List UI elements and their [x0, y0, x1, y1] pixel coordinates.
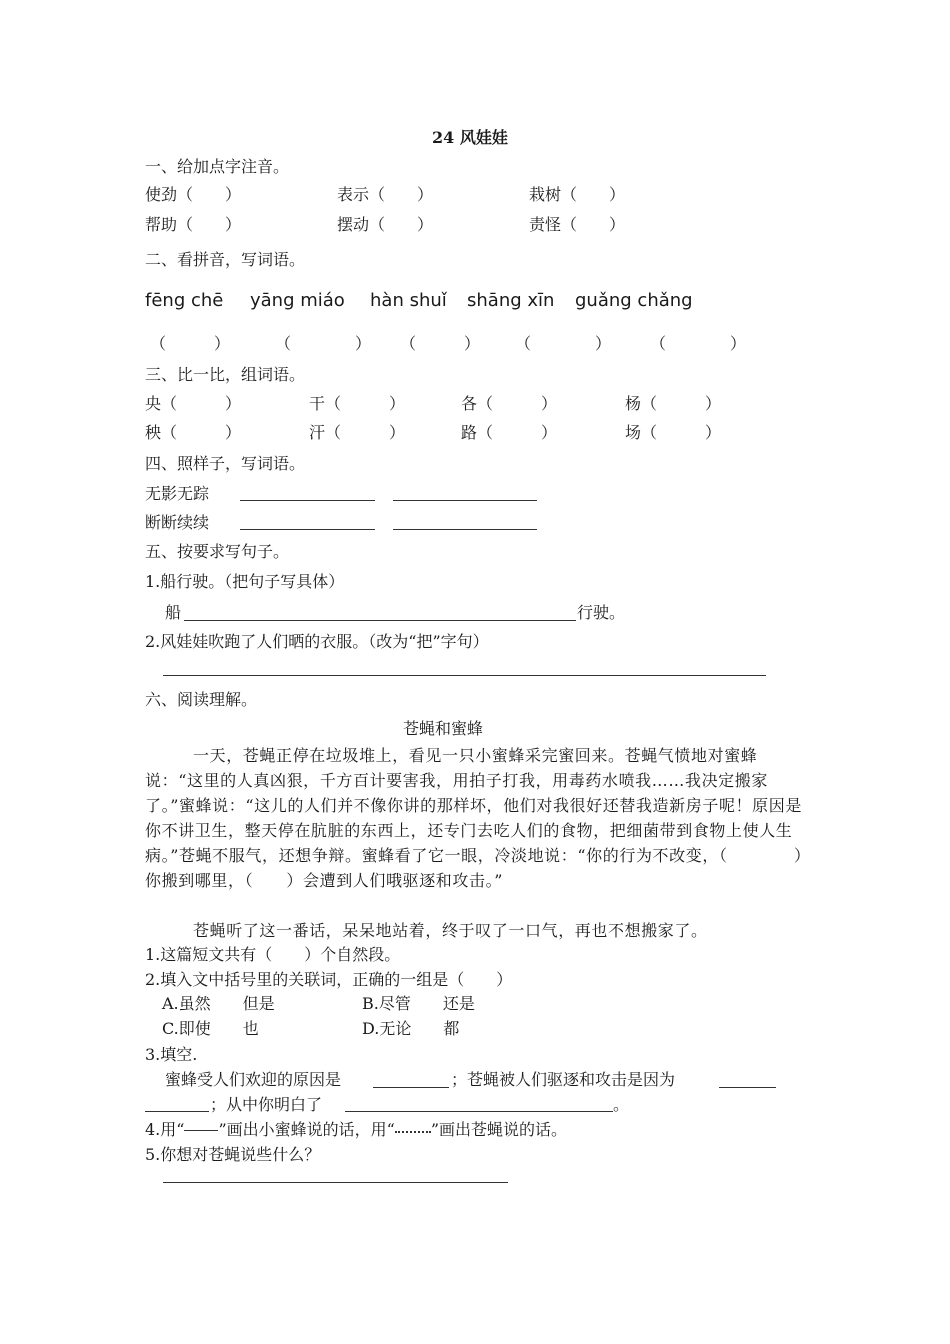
- s5-question-2: 2.风娃娃吹跑了人们晒的衣服。（改为“把”字句）: [145, 632, 489, 651]
- answer-line: [240, 529, 375, 530]
- s1-item: 责怪（ ）: [529, 215, 626, 234]
- s3-item: 干（ ）: [309, 394, 406, 413]
- option-c: C.即使 也: [162, 1019, 259, 1038]
- q3-text-b: ；苍蝇被人们驱逐和攻击是因为: [451, 1070, 676, 1089]
- answer-line: [145, 1111, 209, 1112]
- s1-item: 表示（ ）: [337, 185, 434, 204]
- answer-line: [393, 529, 537, 530]
- pinyin-item: fēng chē: [145, 290, 224, 311]
- option-d: D.无论 都: [362, 1019, 460, 1038]
- answer-line: [393, 500, 537, 501]
- reading-question-3: 3.填空.: [145, 1045, 198, 1064]
- answer-bracket: （ ）: [515, 334, 612, 353]
- s3-item: 秧（ ）: [145, 423, 242, 442]
- pinyin-item: hàn shuǐ: [370, 290, 447, 311]
- q4-text-a: 4.用“: [145, 1120, 185, 1139]
- reading-question-2: 2.填入文中括号里的关联词，正确的一组是（ ）: [145, 970, 513, 989]
- option-a: A.虽然 但是: [162, 994, 275, 1013]
- s1-item: 摆动（ ）: [337, 215, 434, 234]
- section-1-heading: 一、给加点字注音。: [145, 157, 290, 176]
- q4-text-b: ”画出小蜜蜂说的话，用“: [218, 1120, 395, 1139]
- passage-title: 苍蝇和蜜蜂: [403, 719, 484, 738]
- s1-item: 栽树（ ）: [529, 185, 626, 204]
- s5-q1-start: 船: [165, 603, 182, 622]
- option-b: B.尽管 还是: [362, 994, 475, 1013]
- s3-item: 汗（ ）: [309, 423, 406, 442]
- section-4-heading: 四、照样子，写词语。: [145, 454, 306, 473]
- passage-paragraph-2: 苍蝇听了这一番话，呆呆地站着，终于叹了一口气，再也不想搬家了。: [193, 921, 708, 940]
- s3-item: 央（ ）: [145, 394, 242, 413]
- answer-line: [719, 1087, 776, 1088]
- q3-text-d: 。: [613, 1095, 630, 1114]
- s5-q1-end: 行驶。: [577, 603, 626, 622]
- pinyin-item: guǎng chǎng: [575, 290, 693, 311]
- straight-underline-sample: [184, 1130, 218, 1131]
- wavy-underline-sample: [395, 1129, 431, 1133]
- section-2-heading: 二、看拼音，写词语。: [145, 250, 306, 269]
- s3-item: 各（ ）: [461, 394, 558, 413]
- section-5-heading: 五、按要求写句子。: [145, 542, 290, 561]
- answer-line: [163, 675, 766, 676]
- s3-item: 路（ ）: [461, 423, 558, 442]
- answer-bracket: （ ）: [150, 334, 231, 353]
- page-title: 24 风娃娃: [432, 128, 508, 147]
- passage-paragraph-1: 一天，苍蝇正停在垃圾堆上，看见一只小蜜蜂采完蜜回来。苍蝇气愤地对蜜蜂说：“这里的人真凶狠，千方百计要害我，用拍子打我，用毒药水喷我……我决定搬家了。”蜜蜂说：“这儿的人们并不像你讲的那样坏，他们对我很好还替我造新房子呢！原因是你不讲卫生，整天停在肮脏的东西上，还专门去吃人们的食物，把细菌带到食物上使人生病。”苍蝇不服气，还想争辩。蜜蜂看了它一眼，冷淡地说：“你的行为不改变，（ ）你搬到哪里，（ ）会遭到人们哦驱逐和攻击。”: [145, 746, 803, 890]
- answer-line: [345, 1111, 613, 1112]
- s3-item: 场（ ）: [625, 423, 722, 442]
- reading-question-1: 1.这篇短文共有（ ）个自然段。: [145, 945, 401, 964]
- reading-question-5: 5.你想对苍蝇说些什么？: [145, 1145, 321, 1164]
- pinyin-item: shāng xīn: [467, 290, 555, 311]
- answer-line: [240, 500, 375, 501]
- example-word: 断断续续: [145, 513, 210, 532]
- s1-item: 帮助（ ）: [145, 215, 242, 234]
- answer-line: [163, 1182, 508, 1183]
- q3-text-c: ；从中你明白了: [210, 1095, 323, 1114]
- answer-bracket: （ ）: [275, 334, 372, 353]
- example-word: 无影无踪: [145, 484, 210, 503]
- answer-line: [184, 620, 576, 621]
- section-6-heading: 六、阅读理解。: [145, 690, 258, 709]
- reading-question-4: [145, 1120, 567, 1140]
- answer-bracket: （ ）: [650, 334, 747, 353]
- s5-question-1: 1.船行驶。（把句子写具体）: [145, 572, 345, 591]
- q3-text-a: 蜜蜂受人们欢迎的原因是: [165, 1070, 342, 1089]
- q4-text-c: ”画出苍蝇说的话。: [430, 1120, 568, 1139]
- section-3-heading: 三、比一比，组词语。: [145, 365, 306, 384]
- s3-item: 杨（ ）: [625, 394, 722, 413]
- pinyin-item: yāng miáo: [250, 290, 345, 311]
- answer-bracket: （ ）: [400, 334, 481, 353]
- answer-line: [373, 1087, 449, 1088]
- s1-item: 使劲（ ）: [145, 185, 242, 204]
